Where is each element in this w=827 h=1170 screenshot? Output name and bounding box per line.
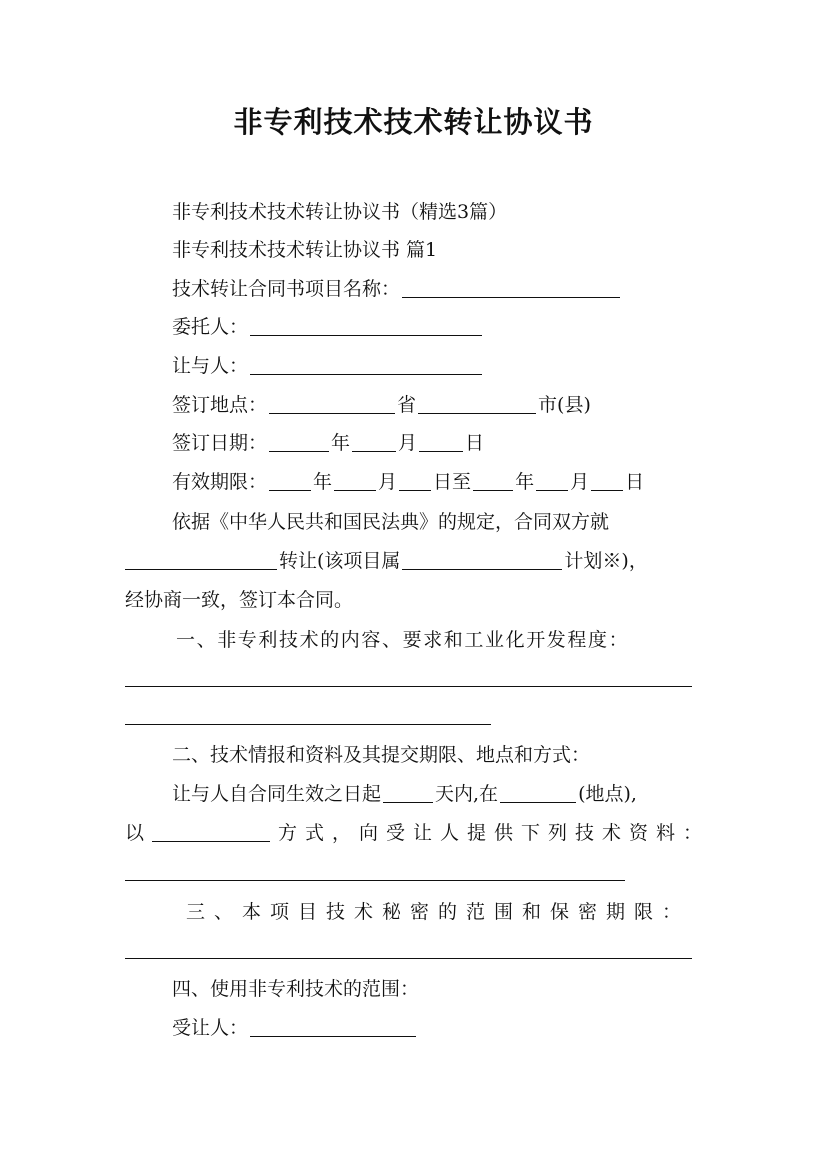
- transfer-subject-blank: [125, 549, 277, 570]
- clause-2-blank-line: [125, 880, 625, 881]
- basis-paragraph-line1: 依据《中华人民共和国民法典》的规定，合同双方就: [172, 511, 610, 533]
- project-name-line: 技术转让合同书项目名称：: [172, 275, 622, 303]
- clause-3-blank-line: [125, 958, 692, 959]
- section-heading: 非专利技术技术转让协议书 篇1: [172, 239, 438, 261]
- clause-1-heading: 一、非专利技术的内容、要求和工业化开发程度：: [176, 629, 630, 651]
- province-blank: [269, 393, 395, 414]
- to-day-blank: [591, 470, 623, 491]
- signing-date-line: 签订日期： 年 月 日: [172, 432, 485, 454]
- client-line: 委托人：: [172, 313, 484, 341]
- transferor-blank: [250, 354, 482, 375]
- transferor-line: 让与人：: [172, 352, 484, 380]
- date-day-blank: [419, 431, 463, 452]
- assignee-line: 受让人：: [172, 1014, 418, 1042]
- basis-paragraph-line2: 转让(该项目属 计划※)，: [125, 547, 648, 575]
- validity-line: 有效期限： 年 月 日至 年 月 日: [172, 471, 645, 493]
- plan-blank: [402, 549, 562, 570]
- to-year-blank: [473, 470, 513, 491]
- clause-4-heading: 四、使用非专利技术的范围：: [172, 978, 420, 1000]
- clause-1-blank-line1: [125, 686, 692, 687]
- subtitle: 非专利技术技术转让协议书（精选3篇）: [172, 201, 508, 223]
- from-year-blank: [269, 470, 311, 491]
- delivery-place-blank: [500, 782, 576, 803]
- assignee-blank: [250, 1016, 416, 1037]
- document-title: 非专利技术技术转让协议书: [233, 105, 594, 139]
- from-month-blank: [334, 470, 376, 491]
- clause-2-heading: 二、技术情报和资料及其提交期限、地点和方式：: [172, 744, 591, 766]
- clause-2-text-line2: 以 方式，向受让人提供下列技术资料：: [125, 822, 711, 844]
- clause-1-blank-line2: [125, 724, 491, 725]
- clause-2-text-line1: 让与人自合同生效之日起 天内,在 (地点),: [172, 783, 637, 805]
- client-blank: [250, 315, 482, 336]
- basis-paragraph-line3: 经协商一致，签订本合同。: [125, 589, 354, 611]
- clause-3-heading: 三、本项目技术秘密的范围和保密期限：: [186, 901, 691, 923]
- from-day-blank: [399, 470, 431, 491]
- project-name-blank: [402, 277, 620, 298]
- city-blank: [418, 393, 536, 414]
- delivery-method-blank: [152, 821, 270, 842]
- date-month-blank: [352, 431, 396, 452]
- to-month-blank: [536, 470, 568, 491]
- days-blank: [383, 782, 433, 803]
- date-year-blank: [269, 431, 329, 452]
- signing-place-line: 签订地点： 省 市(县): [172, 394, 591, 416]
